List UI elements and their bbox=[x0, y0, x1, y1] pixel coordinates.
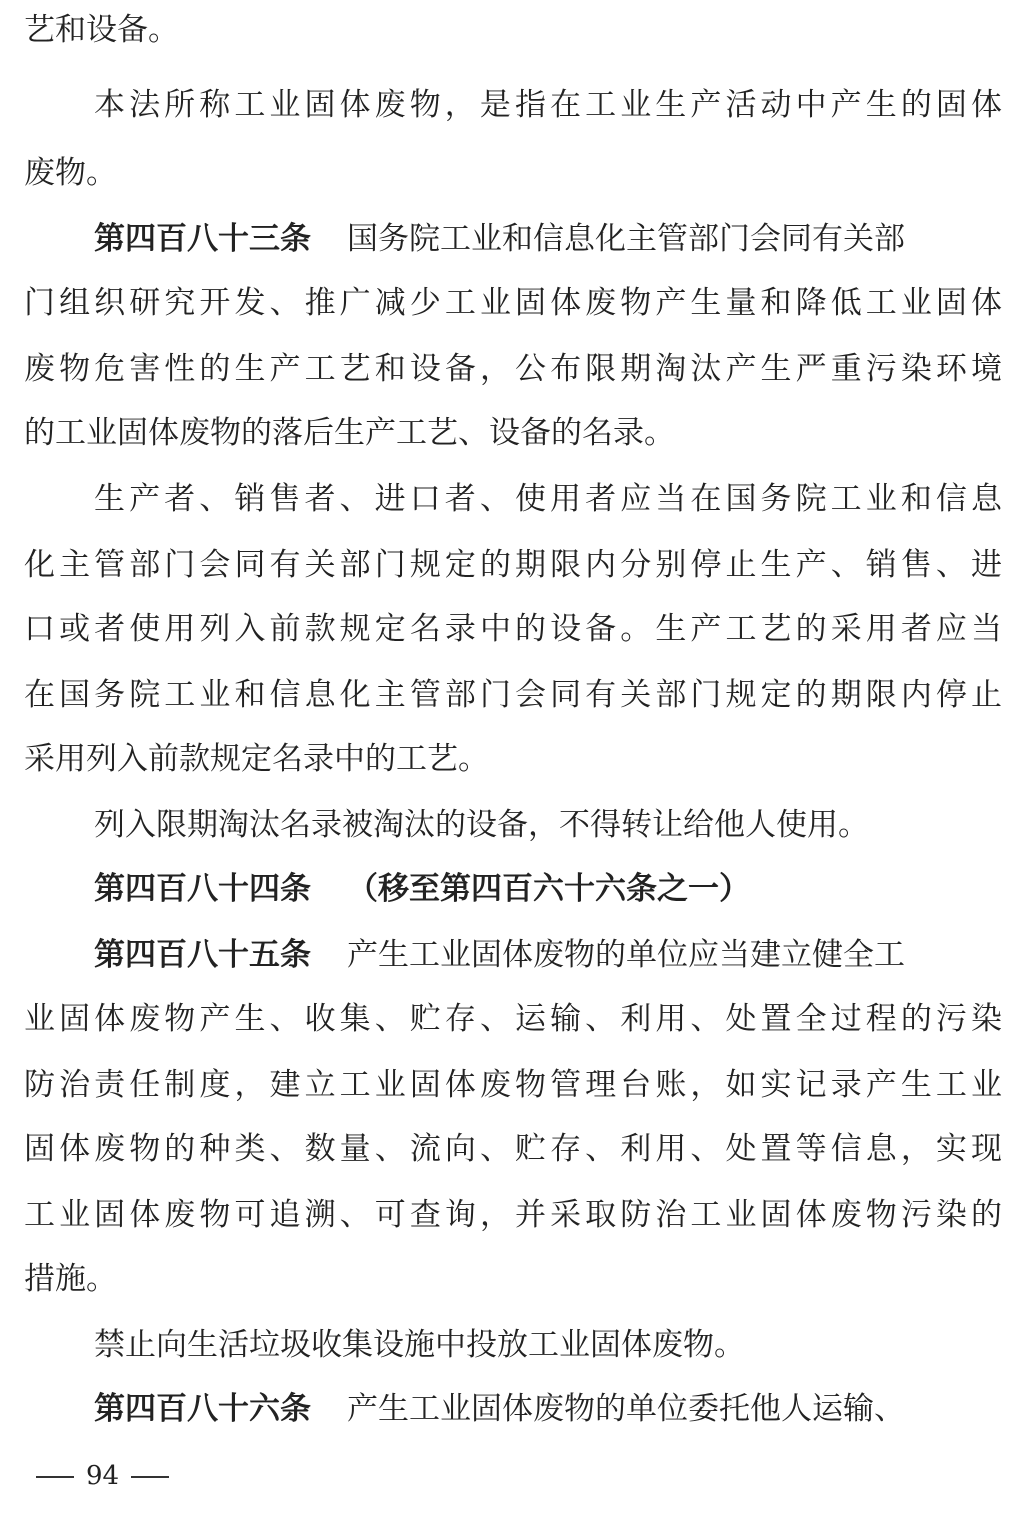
text-line-content: 业固体废物产生、收集、贮存、运输、利用、处置全过程的污染 bbox=[24, 1001, 1002, 1037]
article-text: 产生工业固体废物的单位委托他人运输、 bbox=[347, 1391, 905, 1427]
text-line-content: 措施。 bbox=[24, 1261, 117, 1297]
text-line bbox=[24, 672, 1002, 718]
text-line-content: 艺和设备。 bbox=[24, 12, 179, 48]
text-line bbox=[24, 150, 1002, 196]
paragraph-line bbox=[94, 476, 1002, 522]
text-line bbox=[24, 1192, 1002, 1238]
text-line-content: 在国务院工业和信息化主管部门会同有关部门规定的期限内停止 bbox=[24, 677, 1002, 713]
text-line-content: 本法所称工业固体废物，是指在工业生产活动中产生的固体 bbox=[94, 87, 1002, 123]
text-line bbox=[24, 1062, 1002, 1108]
text-line-content: 防治责任制度，建立工业固体废物管理台账，如实记录产生工业 bbox=[24, 1067, 1002, 1103]
footer-dash-right bbox=[131, 1476, 169, 1478]
text-line bbox=[24, 996, 1002, 1042]
article-heading: 第四百八十四条 bbox=[94, 871, 311, 907]
text-line-content: 废物。 bbox=[24, 155, 117, 191]
text-line bbox=[24, 346, 1002, 392]
text-line bbox=[24, 542, 1002, 588]
page-footer bbox=[24, 1458, 181, 1494]
text-line bbox=[24, 606, 1002, 652]
text-line-content: 的工业固体废物的落后生产工艺、设备的名录。 bbox=[24, 415, 675, 451]
text-line-content: 列入限期淘汰名录被淘汰的设备，不得转让给他人使用。 bbox=[94, 807, 869, 843]
text-line bbox=[24, 736, 1002, 782]
article-485-line bbox=[94, 932, 1002, 978]
text-line bbox=[24, 1256, 1002, 1302]
footer-dash-left bbox=[36, 1476, 74, 1478]
text-line-content: 采用列入前款规定名录中的工艺。 bbox=[24, 741, 489, 777]
paragraph-line bbox=[94, 82, 1002, 128]
article-484-line bbox=[94, 866, 1002, 912]
article-text: 产生工业固体废物的单位应当建立健全工 bbox=[347, 937, 905, 973]
page-number: 94 bbox=[86, 1461, 120, 1491]
article-text: 国务院工业和信息化主管部门会同有关部 bbox=[347, 221, 905, 257]
text-line bbox=[24, 1126, 1002, 1172]
paragraph-line bbox=[94, 1322, 1002, 1368]
text-line-content: 口或者使用列入前款规定名录中的设备。生产工艺的采用者应当 bbox=[24, 611, 1002, 647]
article-486-line bbox=[94, 1386, 1002, 1432]
text-line-content: 化主管部门会同有关部门规定的期限内分别停止生产、销售、进 bbox=[24, 547, 1002, 583]
text-line-content: 生产者、销售者、进口者、使用者应当在国务院工业和信息 bbox=[94, 481, 1002, 517]
article-heading: 第四百八十三条 bbox=[94, 221, 311, 257]
text-line-content: 废物危害性的生产工艺和设备，公布限期淘汰产生严重污染环境 bbox=[24, 351, 1002, 387]
article-note: （移至第四百六十六条之一） bbox=[347, 871, 750, 907]
text-line-content: 固体废物的种类、数量、流向、贮存、利用、处置等信息，实现 bbox=[24, 1131, 1002, 1167]
text-line-content: 门组织研究开发、推广减少工业固体废物产生量和降低工业固体 bbox=[24, 285, 1002, 321]
text-line bbox=[24, 7, 1002, 53]
article-heading: 第四百八十五条 bbox=[94, 937, 311, 973]
text-line-content: 禁止向生活垃圾收集设施中投放工业固体废物。 bbox=[94, 1327, 745, 1363]
paragraph-line bbox=[94, 802, 1002, 848]
article-heading: 第四百八十六条 bbox=[94, 1391, 311, 1427]
article-483-line bbox=[94, 216, 1002, 262]
text-line bbox=[24, 410, 1002, 456]
text-line bbox=[24, 280, 1002, 326]
text-line-content: 工业固体废物可追溯、可查询，并采取防治工业固体废物污染的 bbox=[24, 1197, 1002, 1233]
